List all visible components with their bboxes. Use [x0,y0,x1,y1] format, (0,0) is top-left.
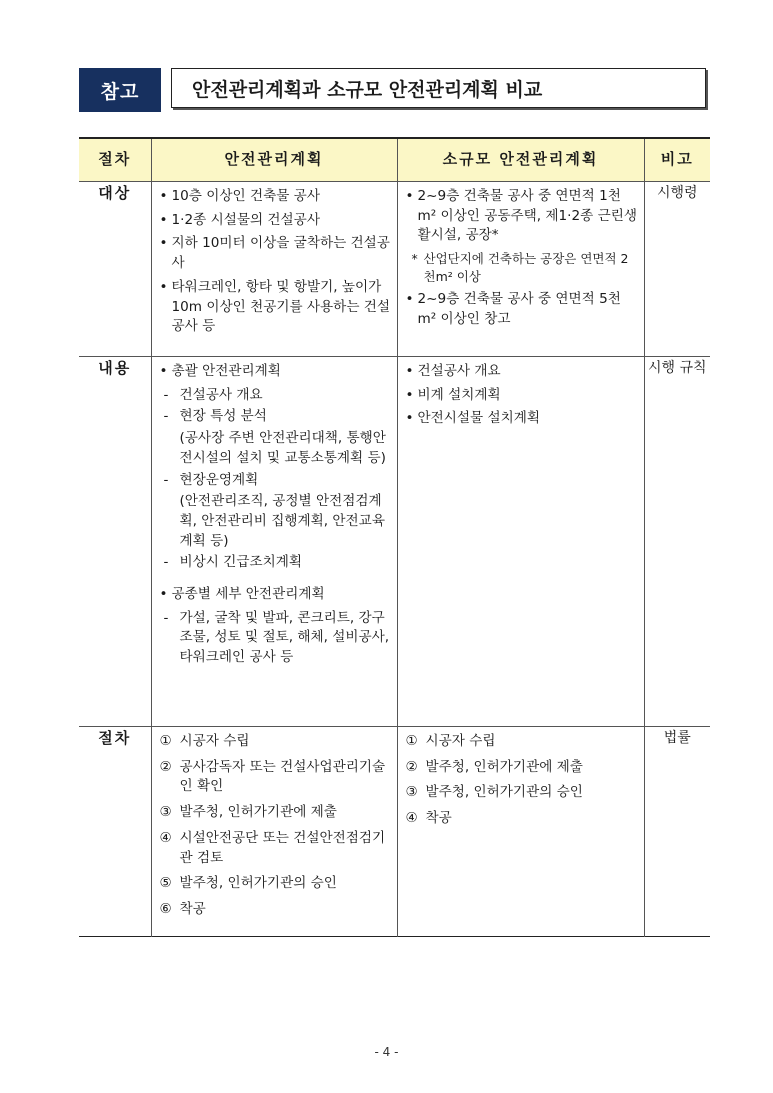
list-item: • 비계 설치계획 [405,386,501,403]
list-item: ③ 발주청, 인허가기관에 제출 [159,804,337,821]
table-row [79,727,710,937]
list-item: • 1·2종 시설물의 건설공사 [159,211,320,228]
content-remark: 시행 규칙 [647,360,707,376]
list-item: ⑥ 착공 [159,900,206,917]
table-header-row [79,138,710,182]
procedure-safety-plan-cell [151,727,397,937]
list-item: ④ 착공 [405,810,452,827]
list-item: ② 공사감독자 또는 건설사업관리기술인 확인 [159,758,386,795]
list-item: • 10층 이상인 건축물 공사 [159,188,320,204]
procedure-remark: 법률 [663,730,691,746]
list-item: • 안전시설물 설치계획 [405,410,541,427]
list-item: ④ 시설안전공단 또는 건설안전점검기관 검토 [159,829,386,866]
footnote: * 산업단지에 건축하는 공장은 연면적 2천m² 이상 [411,251,629,285]
list-item: ③ 발주청, 인허가기관의 승인 [405,784,583,801]
content-safety-plan-cell [151,357,397,727]
item-detail: (안전관리조직, 공정별 안전점검계획, 안전관리비 집행계획, 안전교육계획 등) [179,493,385,549]
page-number: - 4 - [374,1045,399,1059]
group-title: • 공종별 세부 안전관리계획 [159,586,325,603]
column-header-remarks: 비고 [644,138,710,182]
list-item: • 2~9층 건축물 공사 중 연면적 5천m² 이상인 창고 [405,291,621,328]
list-item: - 비상시 긴급조치계획 [163,554,303,571]
target-safety-plan-cell [151,182,397,357]
row-label-procedure: 절차 [79,727,151,937]
item-detail: (공사장 주변 안전관리대책, 통행안전시설의 설치 및 교통소통계획 등) [179,430,386,466]
list-item: ① 시공자 수립 [405,733,496,749]
list-item: ⑤ 발주청, 인허가기관의 승인 [159,875,337,892]
column-header-safety-plan: 안전관리계획 [151,138,397,182]
table-row [79,182,710,357]
page-header [79,68,708,112]
list-item: • 타워크레인, 항타 및 항발기, 높이가 10m 이상인 천공기를 사용하는 건설공사 등 [159,278,391,335]
procedure-small-plan-cell [397,727,644,937]
row-label-target: 대상 [79,182,151,357]
list-item: - 현장 특성 분석 [163,408,267,425]
list-item: ① 시공자 수립 [159,733,250,749]
list-item: • 2~9층 건축물 공사 중 연면적 1천m² 이상인 공동주택, 제1·2종 근린생활시설, 공장* [405,188,637,244]
column-header-small-safety-plan: 소규모 안전관리계획 [397,138,644,182]
reference-tag: 참고 [79,68,161,112]
list-item: - 건설공사 개요 [163,386,263,403]
list-item: • 지하 10미터 이상을 굴착하는 건설공사 [159,235,390,272]
list-item: • 건설공사 개요 [405,363,501,379]
comparison-table [79,137,710,937]
row-label-content: 내용 [79,357,151,727]
list-item: - 현장운영계획 [163,471,259,488]
group-title: • 총괄 안전관리계획 [159,363,281,379]
content-small-plan-cell [397,357,644,727]
list-item: - 가설, 굴착 및 발파, 콘크리트, 강구조물, 성토 및 절토, 해체, 설비공사, 타워크레인 공사 등 [163,609,390,666]
list-item: ② 발주청, 인허가기관에 제출 [405,758,583,775]
page-title: 안전관리계획과 소규모 안전관리계획 비교 [171,68,706,108]
target-small-plan-cell [397,182,644,357]
target-remark: 시행령 [656,185,698,201]
table-row [79,357,710,727]
column-header-procedure: 절차 [79,138,151,182]
